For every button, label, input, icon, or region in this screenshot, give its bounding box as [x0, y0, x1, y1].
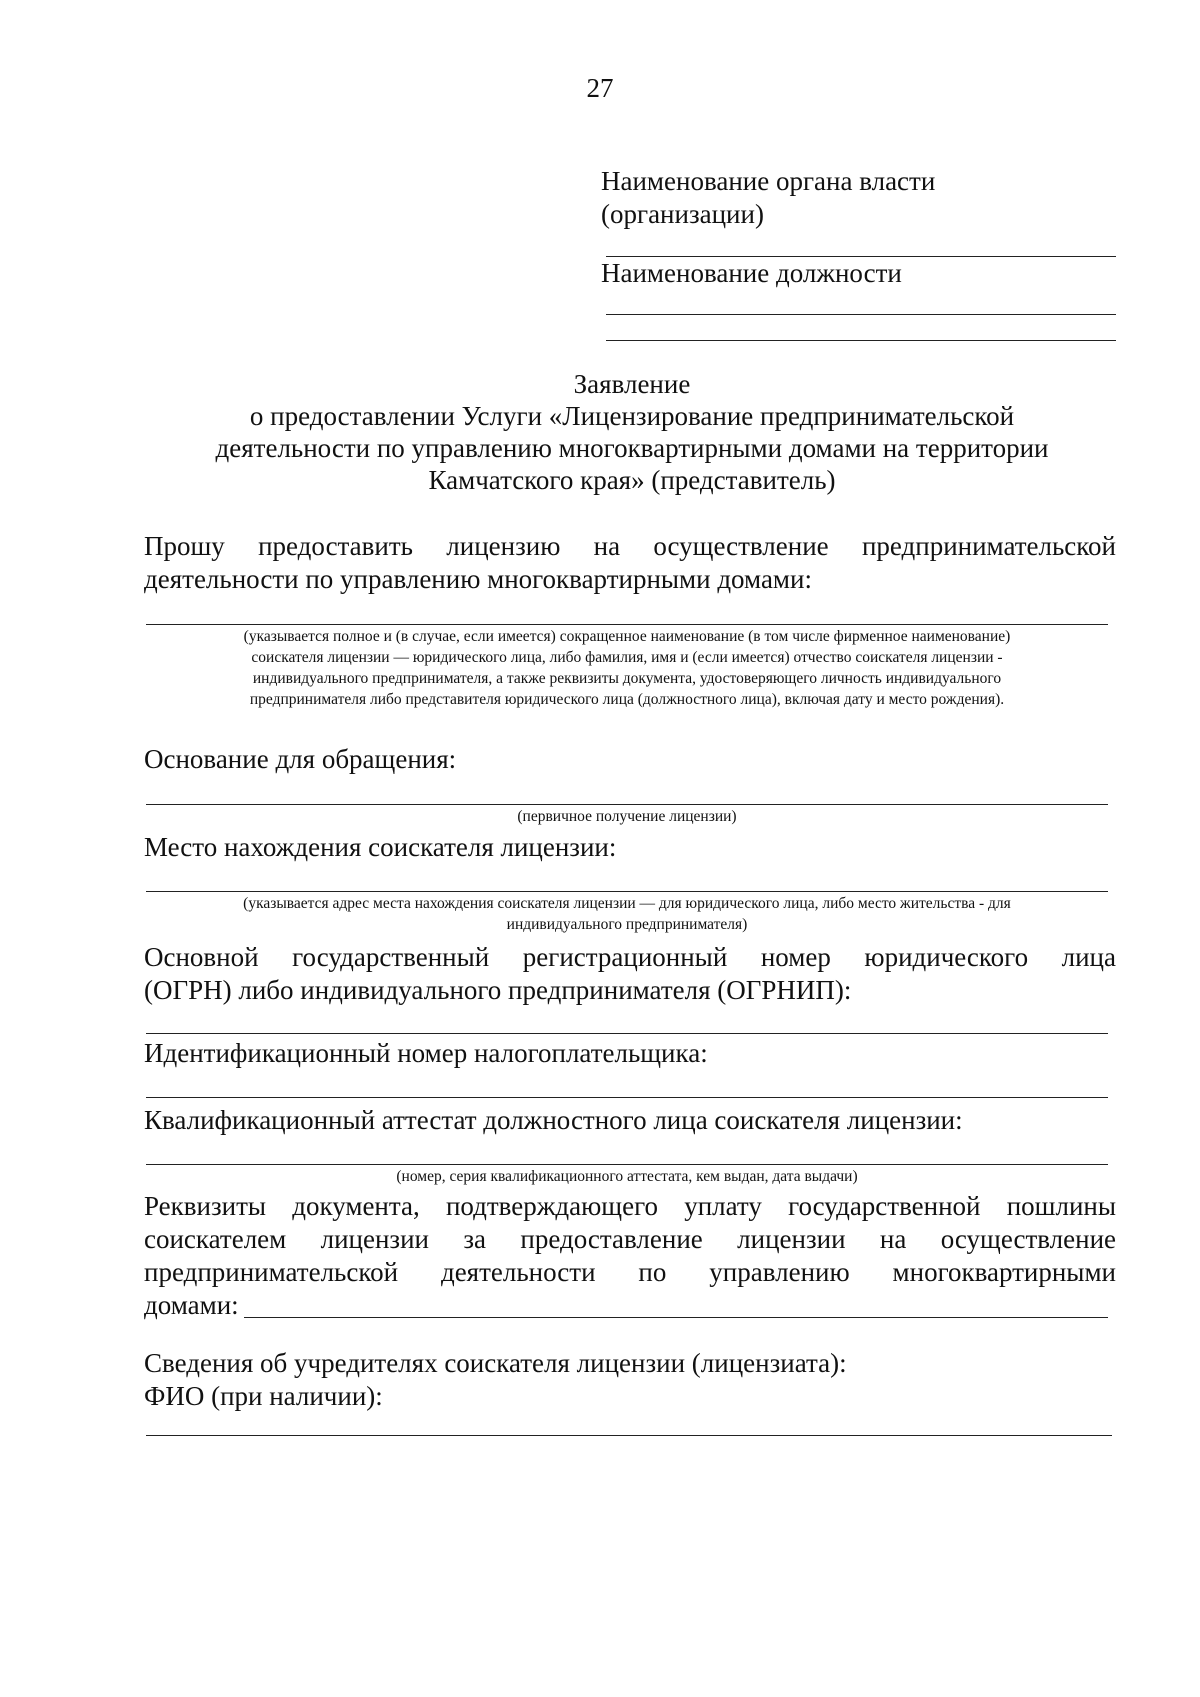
basis-hint: (первичное получение лицензии)	[517, 808, 737, 825]
document-subtitle-2: деятельности по управлению многоквартирными домами на территории	[215, 433, 1049, 463]
recipient-organ-label-2: (организации)	[601, 199, 764, 229]
basis-label: Основание для обращения:	[144, 744, 457, 774]
certificate-label: Квалификационный аттестат должностного лица соискателя лицензии:	[144, 1105, 963, 1135]
ogrn-label-1: Основной государственный регистрационный номер юридического лица	[144, 942, 1116, 972]
fee-text-4: домами:	[144, 1290, 239, 1320]
fee-field-line	[244, 1317, 1108, 1318]
applicant-hint-1: (указывается полное и (в случае, если имеется) сокращенное наименование (в том числе фирменное наименование)	[243, 628, 1011, 645]
position-field-line-2	[606, 340, 1116, 341]
fee-text-3: предпринимательской деятельности по управлению многоквартирными	[144, 1257, 1116, 1287]
location-field-line	[146, 891, 1108, 892]
applicant-field-line	[146, 624, 1108, 625]
founders-label: Сведения об учредителях соискателя лицензии (лицензиата):	[144, 1348, 847, 1378]
recipient-organ-label: Наименование органа власти	[601, 166, 936, 196]
inn-field-line	[146, 1097, 1108, 1098]
document-title: Заявление	[573, 369, 691, 399]
ogrn-field-line	[146, 1033, 1108, 1034]
fee-text-1: Реквизиты документа, подтверждающего уплату государственной пошлины	[144, 1191, 1116, 1221]
location-hint-2: индивидуального предпринимателя)	[506, 916, 748, 933]
inn-label: Идентификационный номер налогоплательщика:	[144, 1038, 708, 1068]
applicant-hint-3: индивидуального предпринимателя, а также реквизиты документа, удостоверяющего личность индивидуального	[252, 670, 1002, 687]
document-subtitle-1: о предоставлении Услуги «Лицензирование предпринимательской	[249, 401, 1015, 431]
basis-field-line	[146, 804, 1108, 805]
page-number: 27	[586, 73, 614, 103]
applicant-hint-4: предпринимателя либо представителя юридического лица (должностного лица), включая дату и место рождения).	[249, 691, 1005, 708]
location-label: Место нахождения соискателя лицензии:	[144, 832, 617, 862]
fee-text-2: соискателем лицензии за предоставление лицензии на осуществление	[144, 1224, 1116, 1254]
recipient-position-label: Наименование должности	[601, 258, 902, 288]
position-field-line-1	[606, 314, 1116, 315]
certificate-field-line	[146, 1164, 1108, 1165]
certificate-hint: (номер, серия квалификационного аттестата, кем выдан, дата выдачи)	[396, 1168, 858, 1185]
request-text-1: Прошу предоставить лицензию на осуществление предпринимательской	[144, 531, 1116, 561]
request-text-2: деятельности по управлению многоквартирными домами:	[144, 564, 812, 594]
ogrn-label-2: (ОГРН) либо индивидуального предпринимателя (ОГРНИП):	[144, 975, 852, 1005]
applicant-hint-2: соискателя лицензии — юридического лица, либо фамилия, имя и (если имеется) отчество соискателя лицензии -	[251, 649, 1003, 666]
location-hint-1: (указывается адрес места нахождения соискателя лицензии — для юридического лица, либо место жительства - для	[243, 895, 1011, 912]
fio-field-line	[146, 1435, 1112, 1436]
founders-fio-label: ФИО (при наличии):	[144, 1381, 383, 1411]
document-subtitle-3: Камчатского края» (представитель)	[428, 465, 836, 495]
